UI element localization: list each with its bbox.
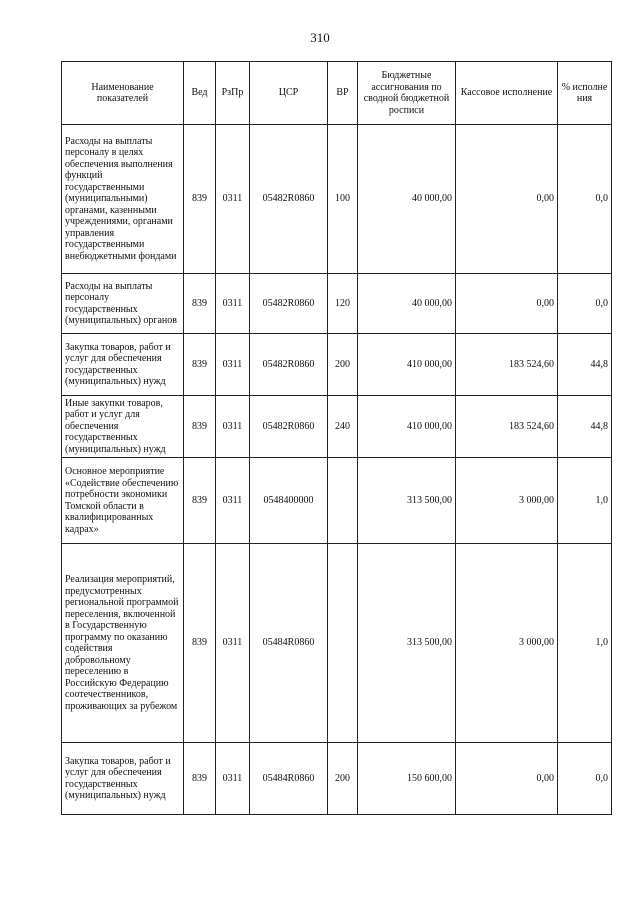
row-csr: 05482R0860: [250, 396, 328, 458]
row-percent: 44,8: [558, 334, 612, 396]
row-vr: 240: [328, 396, 358, 458]
row-percent: 0,0: [558, 125, 612, 274]
header-percent: % исполне ния: [558, 62, 612, 125]
row-vr: [328, 544, 358, 743]
row-cash: 0,00: [456, 125, 558, 274]
row-percent: 1,0: [558, 458, 612, 544]
row-csr: 0548400000: [250, 458, 328, 544]
table-header-row: [62, 62, 612, 125]
header-ved: Вед: [184, 62, 216, 125]
row-rzpr: 0311: [216, 396, 250, 458]
row-vr: [328, 458, 358, 544]
row-name: Иные закупки товаров, работ и услуг для обеспечения государственных (муниципальных) нужд: [62, 396, 184, 458]
row-percent: 0,0: [558, 274, 612, 334]
table-row: [62, 544, 612, 743]
row-rzpr: 0311: [216, 274, 250, 334]
row-vr: 200: [328, 334, 358, 396]
row-cash: 0,00: [456, 743, 558, 815]
row-cash: 3 000,00: [456, 458, 558, 544]
row-budget: 313 500,00: [358, 544, 456, 743]
row-budget: 150 600,00: [358, 743, 456, 815]
row-rzpr: 0311: [216, 334, 250, 396]
row-csr: 05484R0860: [250, 544, 328, 743]
row-percent: 44,8: [558, 396, 612, 458]
row-budget: 40 000,00: [358, 125, 456, 274]
row-budget: 40 000,00: [358, 274, 456, 334]
row-csr: 05482R0860: [250, 125, 328, 274]
row-name: Закупка товаров, работ и услуг для обеспечения государственных (муниципальных) нужд: [62, 334, 184, 396]
header-csr: ЦСР: [250, 62, 328, 125]
header-rzpr: РзПр: [216, 62, 250, 125]
row-vr: 120: [328, 274, 358, 334]
row-csr: 05482R0860: [250, 334, 328, 396]
row-ved: 839: [184, 396, 216, 458]
table-row: [62, 743, 612, 815]
row-vr: 100: [328, 125, 358, 274]
row-name: Основное мероприятие «Содействие обеспечению потребности экономики Томской области в квалифицированных кадрах»: [62, 458, 184, 544]
row-cash: 183 524,60: [456, 334, 558, 396]
table-row: [62, 396, 612, 458]
row-ved: 839: [184, 274, 216, 334]
row-percent: 1,0: [558, 544, 612, 743]
row-ved: 839: [184, 334, 216, 396]
row-name: Расходы на выплаты персоналу государственных (муниципальных) органов: [62, 274, 184, 334]
header-name: Наименование показателей: [62, 62, 184, 125]
row-name: Расходы на выплаты персоналу в целях обеспечения выполнения функций государственными (муниципальными) органами, казенными учреждениями, органами управления государственными внебюджетными фондами: [62, 125, 184, 274]
row-name: Реализация мероприятий, предусмотренных региональной программой переселения, включенной в Государственную программу по оказанию содействия добровольному переселению в Российскую Федерацию соотечественников, проживающих за рубежом: [62, 544, 184, 743]
row-ved: 839: [184, 458, 216, 544]
row-percent: 0,0: [558, 743, 612, 815]
row-csr: 05484R0860: [250, 743, 328, 815]
table-row: [62, 274, 612, 334]
row-rzpr: 0311: [216, 458, 250, 544]
row-budget: 313 500,00: [358, 458, 456, 544]
page-number: 310: [310, 30, 330, 45]
row-budget: 410 000,00: [358, 334, 456, 396]
row-budget: 410 000,00: [358, 396, 456, 458]
table-row: [62, 334, 612, 396]
table-row: [62, 458, 612, 544]
row-cash: 0,00: [456, 274, 558, 334]
row-cash: 183 524,60: [456, 396, 558, 458]
row-vr: 200: [328, 743, 358, 815]
row-csr: 05482R0860: [250, 274, 328, 334]
row-rzpr: 0311: [216, 544, 250, 743]
budget-execution-table: [61, 61, 612, 815]
table-row: [62, 125, 612, 274]
row-rzpr: 0311: [216, 743, 250, 815]
row-ved: 839: [184, 544, 216, 743]
row-name: Закупка товаров, работ и услуг для обеспечения государственных (муниципальных) нужд: [62, 743, 184, 815]
row-rzpr: 0311: [216, 125, 250, 274]
header-cash: Кассовое исполнение: [456, 62, 558, 125]
row-ved: 839: [184, 125, 216, 274]
row-cash: 3 000,00: [456, 544, 558, 743]
row-ved: 839: [184, 743, 216, 815]
header-budget: Бюджетные ассигнования по сводной бюджетной росписи: [358, 62, 456, 125]
header-vr: ВР: [328, 62, 358, 125]
